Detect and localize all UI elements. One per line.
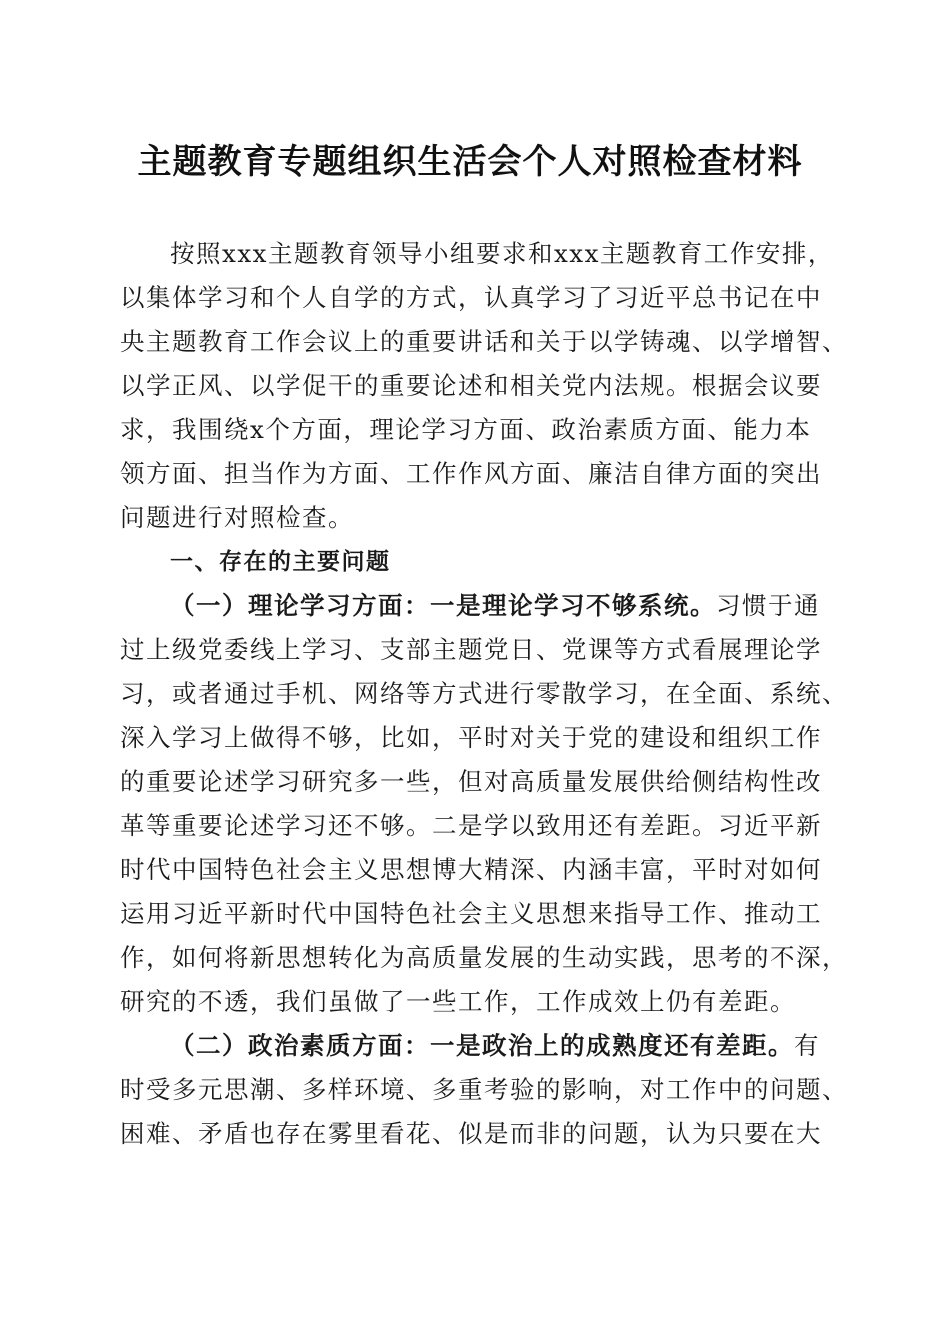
paragraph-line: 困难、矛盾也存在雾里看花、似是而非的问题，认为只要在大	[120, 1119, 822, 1148]
subsection-first-line	[120, 584, 840, 628]
paragraph-text: 有	[794, 1031, 820, 1060]
paragraph-line: 以学正风、以学促干的重要论述和相关党内法规。根据会议要	[120, 371, 822, 400]
document-title: 主题教育专题组织生活会个人对照检查材料	[137, 142, 803, 182]
paragraph-line: 领方面、担当作为方面、工作作风方面、廉洁自律方面的突出	[120, 459, 822, 488]
paragraph-line: 深入学习上做得不够，比如，平时对关于党的建设和组织工作	[120, 723, 822, 752]
paragraph-text: 习惯于通	[716, 591, 820, 620]
paragraph-line: 作，如何将新思想转化为高质量发展的生动实践，思考的不深，	[120, 943, 848, 972]
subsection-first-line	[120, 1024, 840, 1068]
paragraph-line: 问题进行对照检查。	[120, 503, 354, 532]
paragraph-line: 革等重要论述学习还不够。二是学以致用还有差距。习近平新	[120, 811, 822, 840]
document-body	[120, 232, 848, 1156]
paragraph-line: 运用习近平新时代中国特色社会主义思想来指导工作、推动工	[120, 899, 822, 928]
paragraph-line: 以集体学习和个人自学的方式，认真学习了习近平总书记在中	[120, 283, 822, 312]
paragraph-line: 研究的不透，我们虽做了一些工作，工作成效上仍有差距。	[120, 987, 796, 1016]
paragraph-line: 过上级党委线上学习、支部主题党日、党课等方式看展理论学	[120, 635, 822, 664]
subsection-lead: （一）理论学习方面：一是理论学习不够系统。	[170, 591, 716, 620]
paragraph-line: 的重要论述学习研究多一些，但对高质量发展供给侧结构性改	[120, 767, 822, 796]
paragraph-line: 求，我围绕x个方面，理论学习方面、政治素质方面、能力本	[120, 415, 812, 444]
paragraph-line: 时受多元思潮、多样环境、多重考验的影响，对工作中的问题、	[120, 1075, 848, 1104]
section-heading: 一、存在的主要问题	[170, 549, 391, 575]
paragraph-line: 时代中国特色社会主义思想博大精深、内涵丰富，平时对如何	[120, 855, 822, 884]
paragraph-line: 按照xxx主题教育领导小组要求和xxx主题教育工作安排，	[170, 239, 834, 268]
paragraph-line: 习，或者通过手机、网络等方式进行零散学习，在全面、系统、	[120, 679, 848, 708]
subsection-lead: （二）政治素质方面：一是政治上的成熟度还有差距。	[170, 1031, 794, 1060]
paragraph-line: 央主题教育工作会议上的重要讲话和关于以学铸魂、以学增智、	[120, 327, 848, 356]
